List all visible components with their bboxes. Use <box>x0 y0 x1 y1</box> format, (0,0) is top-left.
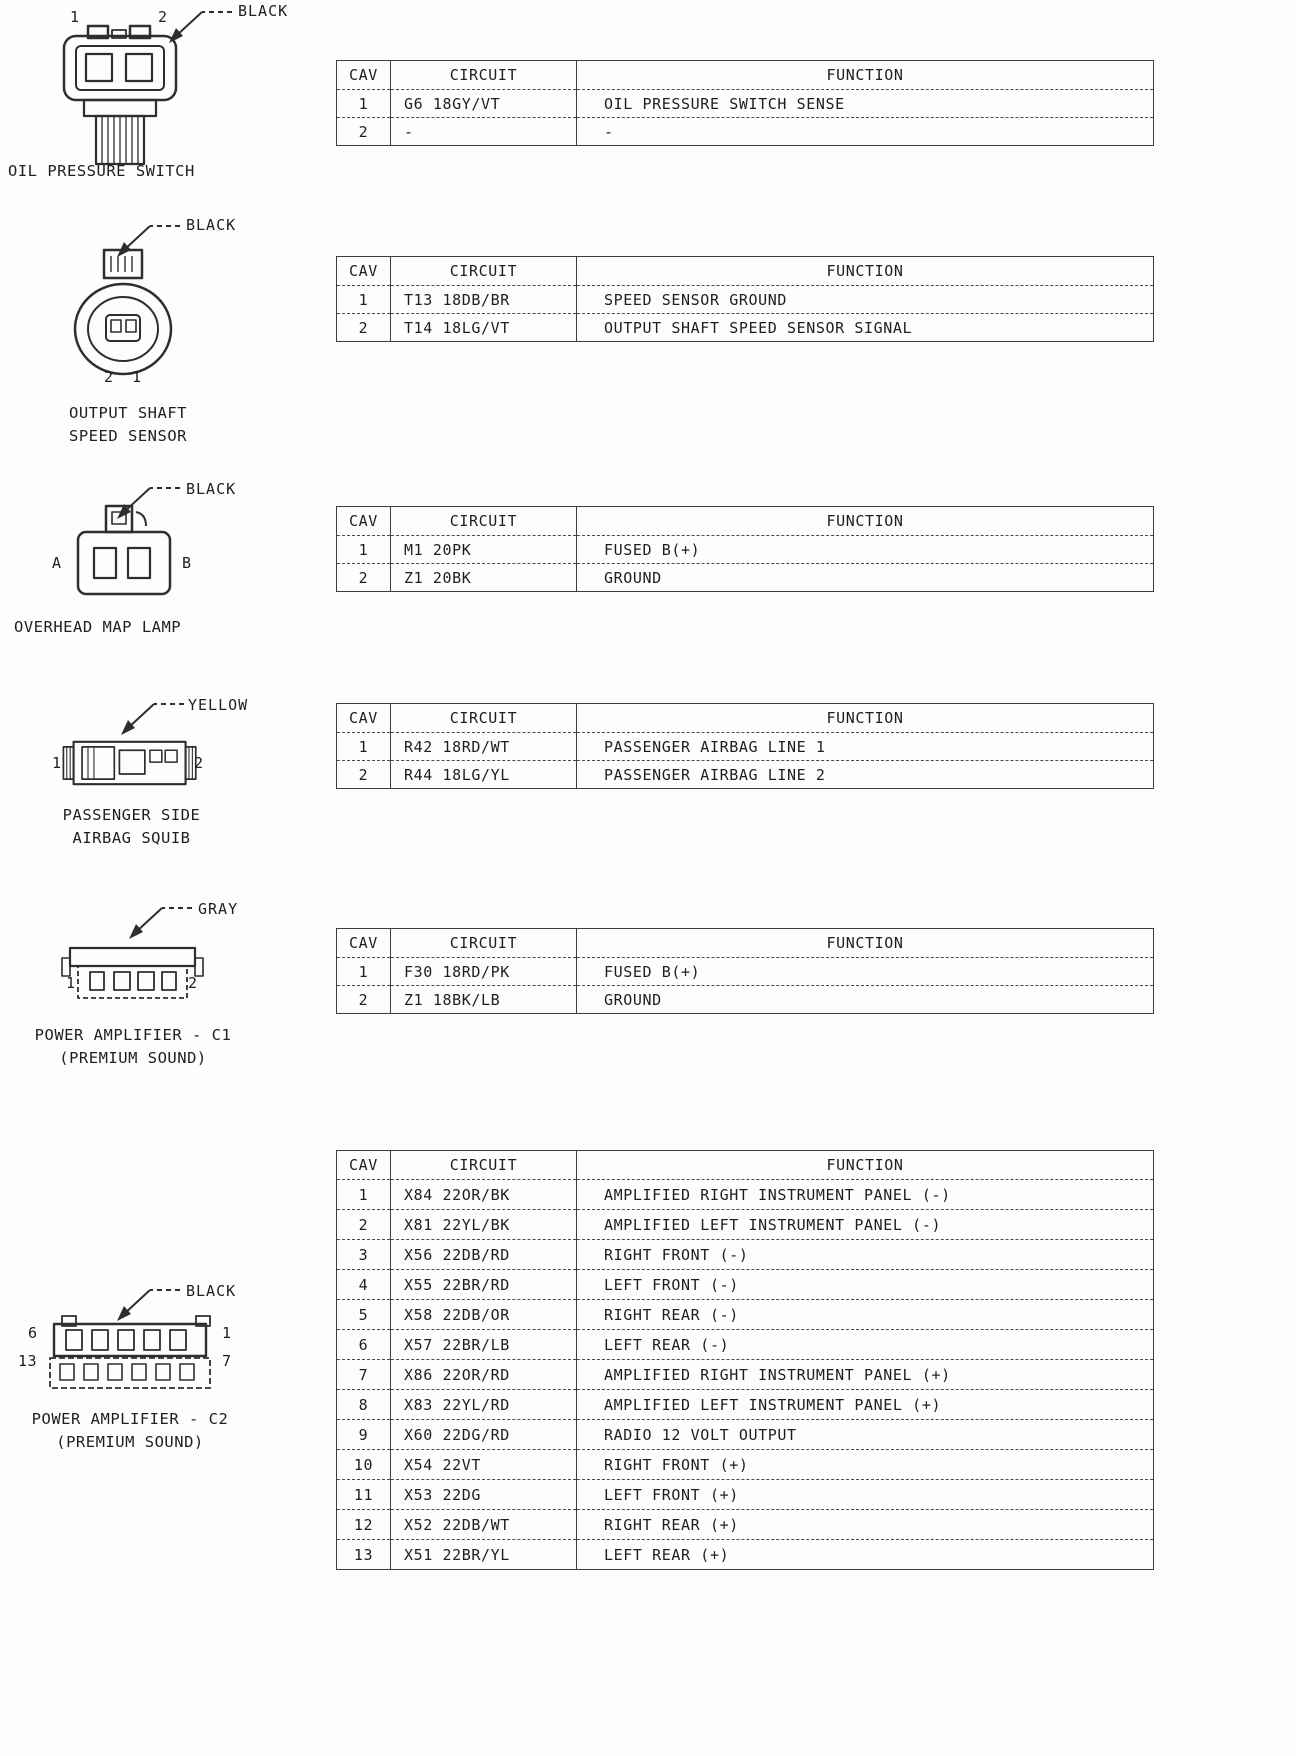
power-amplifier-c2-connector <box>44 1314 219 1399</box>
pin-label: 2 <box>158 8 168 26</box>
cav-cell: 1 <box>337 536 391 564</box>
figure-caption: OVERHEAD MAP LAMP <box>14 618 182 636</box>
table-row <box>337 1540 1154 1570</box>
table-row <box>337 1210 1154 1240</box>
table-row <box>337 314 1154 342</box>
cav-cell: 9 <box>337 1420 391 1450</box>
cav-header: CAV <box>337 929 391 958</box>
connector-color-label: BLACK <box>186 216 237 234</box>
function-cell: FUSED B(+) <box>577 958 1154 986</box>
pin-label: 1 <box>70 8 80 26</box>
figure-caption-line: (PREMIUM SOUND) <box>59 1049 207 1067</box>
connector-color-label: BLACK <box>186 480 237 498</box>
function-cell: AMPLIFIED RIGHT INSTRUMENT PANEL (+) <box>577 1360 1154 1390</box>
circuit-cell: X52 22DB/WT <box>391 1510 577 1540</box>
circuit-cell: X58 22DB/OR <box>391 1300 577 1330</box>
connector-color-label: GRAY <box>198 900 239 918</box>
function-cell: AMPLIFIED LEFT INSTRUMENT PANEL (+) <box>577 1390 1154 1420</box>
cav-cell: 13 <box>337 1540 391 1570</box>
figure-caption <box>38 402 218 448</box>
table-row <box>337 1480 1154 1510</box>
figure-caption-line: AIRBAG SQUIB <box>72 829 191 847</box>
table-row <box>337 1420 1154 1450</box>
cav-cell: 2 <box>337 1210 391 1240</box>
function-header: FUNCTION <box>577 507 1154 536</box>
circuit-cell: Z1 20BK <box>391 564 577 592</box>
function-cell: LEFT REAR (-) <box>577 1330 1154 1360</box>
circuit-cell: X54 22VT <box>391 1450 577 1480</box>
function-cell: FUSED B(+) <box>577 536 1154 564</box>
table-row <box>337 958 1154 986</box>
cav-cell: 3 <box>337 1240 391 1270</box>
pin-label: 6 <box>28 1324 38 1342</box>
figure-caption <box>0 1408 260 1454</box>
circuit-cell: F30 18RD/PK <box>391 958 577 986</box>
figure-caption-line: OUTPUT SHAFT <box>69 404 187 422</box>
pin-label: 2 <box>194 754 204 772</box>
table-row <box>337 986 1154 1014</box>
table-row <box>337 1510 1154 1540</box>
leader-arrow-icon <box>120 898 195 940</box>
oil-pressure-switch-table <box>336 60 1154 146</box>
pin-label: 1 <box>222 1324 232 1342</box>
cav-cell: 11 <box>337 1480 391 1510</box>
cav-cell: 1 <box>337 286 391 314</box>
overhead-map-lamp-connector <box>66 504 181 606</box>
circuit-cell: X55 22BR/RD <box>391 1270 577 1300</box>
cav-cell: 1 <box>337 733 391 761</box>
pin-label: 2 <box>188 974 198 992</box>
circuit-cell: X81 22YL/BK <box>391 1210 577 1240</box>
circuit-cell: X86 22OR/RD <box>391 1360 577 1390</box>
oil-pressure-switch-connector <box>50 24 200 169</box>
table-row <box>337 1450 1154 1480</box>
function-cell: GROUND <box>577 986 1154 1014</box>
figure-caption-line: POWER AMPLIFIER - C2 <box>31 1410 229 1428</box>
pin-label: 1 <box>66 974 76 992</box>
cav-cell: 1 <box>337 1180 391 1210</box>
circuit-cell: X56 22DB/RD <box>391 1240 577 1270</box>
power-amplifier-c1-connector <box>60 936 205 1006</box>
table-header-row <box>337 704 1154 733</box>
pin-label: 1 <box>52 754 62 772</box>
figure-output-shaft-speed-sensor <box>8 212 318 447</box>
pin-label: 13 <box>18 1352 38 1370</box>
function-cell: AMPLIFIED RIGHT INSTRUMENT PANEL (-) <box>577 1180 1154 1210</box>
figure-caption-line: POWER AMPLIFIER - C1 <box>34 1026 232 1044</box>
cav-cell: 10 <box>337 1450 391 1480</box>
function-cell: RIGHT FRONT (-) <box>577 1240 1154 1270</box>
pin-label: 1 <box>132 368 142 386</box>
figure-passenger-airbag-squib <box>8 692 318 857</box>
table-header-row <box>337 1151 1154 1180</box>
cav-cell: 1 <box>337 90 391 118</box>
circuit-cell: X84 22OR/BK <box>391 1180 577 1210</box>
circuit-header: CIRCUIT <box>391 507 577 536</box>
table-row <box>337 1360 1154 1390</box>
function-header: FUNCTION <box>577 704 1154 733</box>
cav-header: CAV <box>337 704 391 733</box>
function-cell: OIL PRESSURE SWITCH SENSE <box>577 90 1154 118</box>
cav-cell: 2 <box>337 118 391 146</box>
cav-header: CAV <box>337 507 391 536</box>
figure-overhead-map-lamp <box>8 476 318 636</box>
figure-power-amplifier-c2 <box>0 1280 330 1460</box>
table-row <box>337 1390 1154 1420</box>
circuit-cell: R42 18RD/WT <box>391 733 577 761</box>
cav-header: CAV <box>337 61 391 90</box>
circuit-header: CIRCUIT <box>391 61 577 90</box>
table-row <box>337 761 1154 789</box>
table-row <box>337 118 1154 146</box>
circuit-cell: T14 18LG/VT <box>391 314 577 342</box>
cav-cell: 2 <box>337 564 391 592</box>
function-cell: LEFT FRONT (+) <box>577 1480 1154 1510</box>
output-shaft-speed-sensor-table <box>336 256 1154 342</box>
figure-caption <box>24 804 239 850</box>
circuit-cell: M1 20PK <box>391 536 577 564</box>
table-row <box>337 536 1154 564</box>
circuit-cell: X57 22BR/LB <box>391 1330 577 1360</box>
function-cell: PASSENGER AIRBAG LINE 2 <box>577 761 1154 789</box>
cav-cell: 1 <box>337 958 391 986</box>
function-cell: LEFT FRONT (-) <box>577 1270 1154 1300</box>
table-header-row <box>337 61 1154 90</box>
table-row <box>337 1300 1154 1330</box>
cav-cell: 8 <box>337 1390 391 1420</box>
function-cell: - <box>577 118 1154 146</box>
figure-caption <box>8 1024 258 1070</box>
circuit-cell: - <box>391 118 577 146</box>
passenger-airbag-squib-connector <box>60 734 200 792</box>
table-row <box>337 564 1154 592</box>
connector-color-label: YELLOW <box>188 696 249 714</box>
circuit-cell: X51 22BR/YL <box>391 1540 577 1570</box>
overhead-map-lamp-table <box>336 506 1154 592</box>
output-shaft-speed-sensor-connector <box>66 248 181 380</box>
table-header-row <box>337 257 1154 286</box>
cav-header: CAV <box>337 257 391 286</box>
cav-cell: 4 <box>337 1270 391 1300</box>
function-header: FUNCTION <box>577 61 1154 90</box>
circuit-cell: Z1 18BK/LB <box>391 986 577 1014</box>
table-row <box>337 1330 1154 1360</box>
function-cell: GROUND <box>577 564 1154 592</box>
circuit-header: CIRCUIT <box>391 929 577 958</box>
table-row <box>337 90 1154 118</box>
function-cell: PASSENGER AIRBAG LINE 1 <box>577 733 1154 761</box>
pin-label: 7 <box>222 1352 232 1370</box>
passenger-airbag-squib-table <box>336 703 1154 789</box>
connector-color-label: BLACK <box>238 2 289 20</box>
figure-oil-pressure-switch <box>8 2 318 182</box>
circuit-cell: X83 22YL/RD <box>391 1390 577 1420</box>
figure-caption-line: PASSENGER SIDE <box>62 806 201 824</box>
cav-cell: 6 <box>337 1330 391 1360</box>
power-amplifier-c2-table <box>336 1150 1154 1570</box>
table-header-row <box>337 507 1154 536</box>
circuit-cell: G6 18GY/VT <box>391 90 577 118</box>
function-header: FUNCTION <box>577 1151 1154 1180</box>
pin-label: 2 <box>104 368 114 386</box>
figure-power-amplifier-c1 <box>8 896 318 1066</box>
circuit-header: CIRCUIT <box>391 704 577 733</box>
cav-header: CAV <box>337 1151 391 1180</box>
circuit-header: CIRCUIT <box>391 257 577 286</box>
function-cell: RADIO 12 VOLT OUTPUT <box>577 1420 1154 1450</box>
cav-cell: 7 <box>337 1360 391 1390</box>
cav-cell: 5 <box>337 1300 391 1330</box>
circuit-cell: R44 18LG/YL <box>391 761 577 789</box>
cav-cell: 2 <box>337 314 391 342</box>
table-row <box>337 1240 1154 1270</box>
circuit-cell: T13 18DB/BR <box>391 286 577 314</box>
function-cell: RIGHT REAR (+) <box>577 1510 1154 1540</box>
function-cell: OUTPUT SHAFT SPEED SENSOR SIGNAL <box>577 314 1154 342</box>
pin-label: B <box>182 554 192 572</box>
function-cell: LEFT REAR (+) <box>577 1540 1154 1570</box>
table-row <box>337 733 1154 761</box>
table-row <box>337 286 1154 314</box>
table-row <box>337 1180 1154 1210</box>
cav-cell: 2 <box>337 761 391 789</box>
table-row <box>337 1270 1154 1300</box>
cav-cell: 2 <box>337 986 391 1014</box>
circuit-cell: X53 22DG <box>391 1480 577 1510</box>
pin-label: A <box>52 554 62 572</box>
cav-cell: 12 <box>337 1510 391 1540</box>
function-header: FUNCTION <box>577 929 1154 958</box>
circuit-cell: X60 22DG/RD <box>391 1420 577 1450</box>
power-amplifier-c1-table <box>336 928 1154 1014</box>
table-header-row <box>337 929 1154 958</box>
function-cell: AMPLIFIED LEFT INSTRUMENT PANEL (-) <box>577 1210 1154 1240</box>
figure-caption-line: SPEED SENSOR <box>69 427 187 445</box>
circuit-header: CIRCUIT <box>391 1151 577 1180</box>
figure-caption: OIL PRESSURE SWITCH <box>8 162 195 180</box>
function-header: FUNCTION <box>577 257 1154 286</box>
leader-arrow-icon <box>112 694 187 736</box>
function-cell: RIGHT REAR (-) <box>577 1300 1154 1330</box>
function-cell: SPEED SENSOR GROUND <box>577 286 1154 314</box>
function-cell: RIGHT FRONT (+) <box>577 1450 1154 1480</box>
connector-color-label: BLACK <box>186 1282 237 1300</box>
figure-caption-line: (PREMIUM SOUND) <box>56 1433 204 1451</box>
